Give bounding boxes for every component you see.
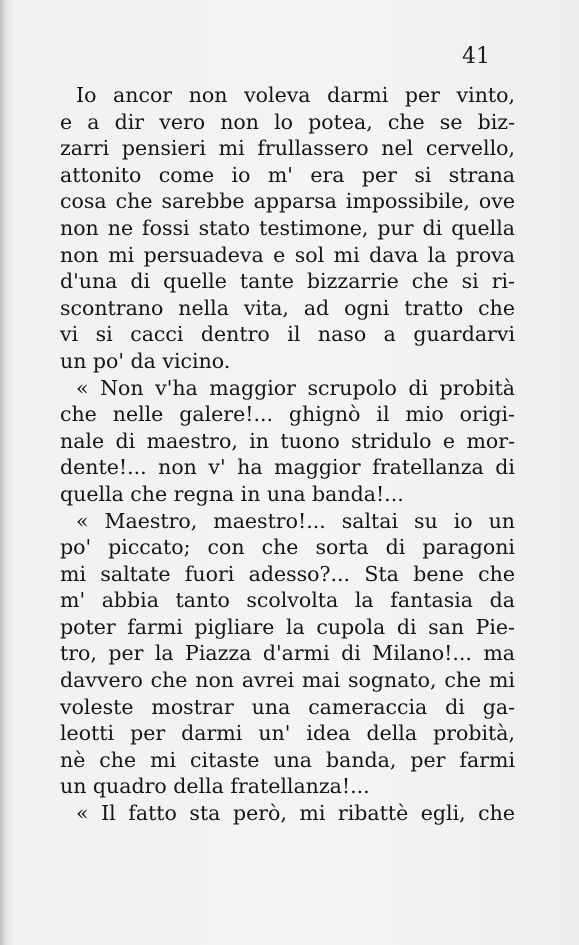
text-line: un quadro della fratellanza!... [60, 774, 370, 799]
text-line: non ne fossi stato testimone, pur di quella [60, 215, 515, 240]
text-line: e a dir vero non lo potea, che se biz- [60, 109, 515, 134]
text-line: che nelle galere!... ghignò il mio origi- [60, 402, 515, 427]
text-line: leotti per darmi un' idea della probità, [60, 721, 515, 746]
text-line: quella che regna in una banda!... [60, 481, 404, 506]
body-text [60, 82, 515, 827]
text-line: vi si cacci dentro il naso a guardarvi [60, 322, 515, 347]
text-line: un po' da vicino. [60, 348, 231, 373]
text-line: poter farmi pigliare la cupola di san Pie- [60, 614, 515, 639]
text-line: tro, per la Piazza d'armi di Milano!... ma [60, 641, 515, 666]
text-line: po' piccato; con che sorta di paragoni [60, 535, 515, 560]
text-line: attonito come io m' era per si strana [60, 162, 515, 187]
text-line: « Il fatto sta però, mi ribattè egli, che [76, 801, 515, 826]
text-line: d'una di quelle tante bizzarrie che si ri- [60, 269, 515, 294]
text-line: scontrano nella vita, ad ogni tratto che [60, 295, 515, 320]
text-line: « Non v'ha maggior scrupolo di probità [76, 375, 515, 400]
text-line: Io ancor non voleva darmi per vinto, [76, 83, 515, 107]
text-line: davvero che non avrei mai sognato, che mi [60, 668, 515, 693]
text-line: nè che mi citaste una banda, per farmi [60, 747, 515, 772]
text-line: dente!... non v' ha maggior fratellanza di [60, 455, 515, 480]
text-line: voleste mostrar una cameraccia di ga- [60, 694, 515, 719]
text-line: non mi persuadeva e sol mi dava la prova [60, 242, 515, 267]
page-binding-edge [0, 0, 6, 945]
text-line: zarri pensieri mi frullassero nel cervello, [60, 136, 515, 161]
text-line: mi saltate fuori adesso?... Sta bene che [60, 561, 515, 586]
text-line: m' abbia tanto scolvolta la fantasia da [60, 588, 515, 613]
text-line: cosa che sarebbe apparsa impossibile, ove [60, 189, 515, 214]
text-line: nale di maestro, in tuono stridulo e mor- [60, 428, 515, 453]
page-number: 41 [462, 44, 490, 69]
text-line: « Maestro, maestro!... saltai su io un [76, 508, 515, 533]
